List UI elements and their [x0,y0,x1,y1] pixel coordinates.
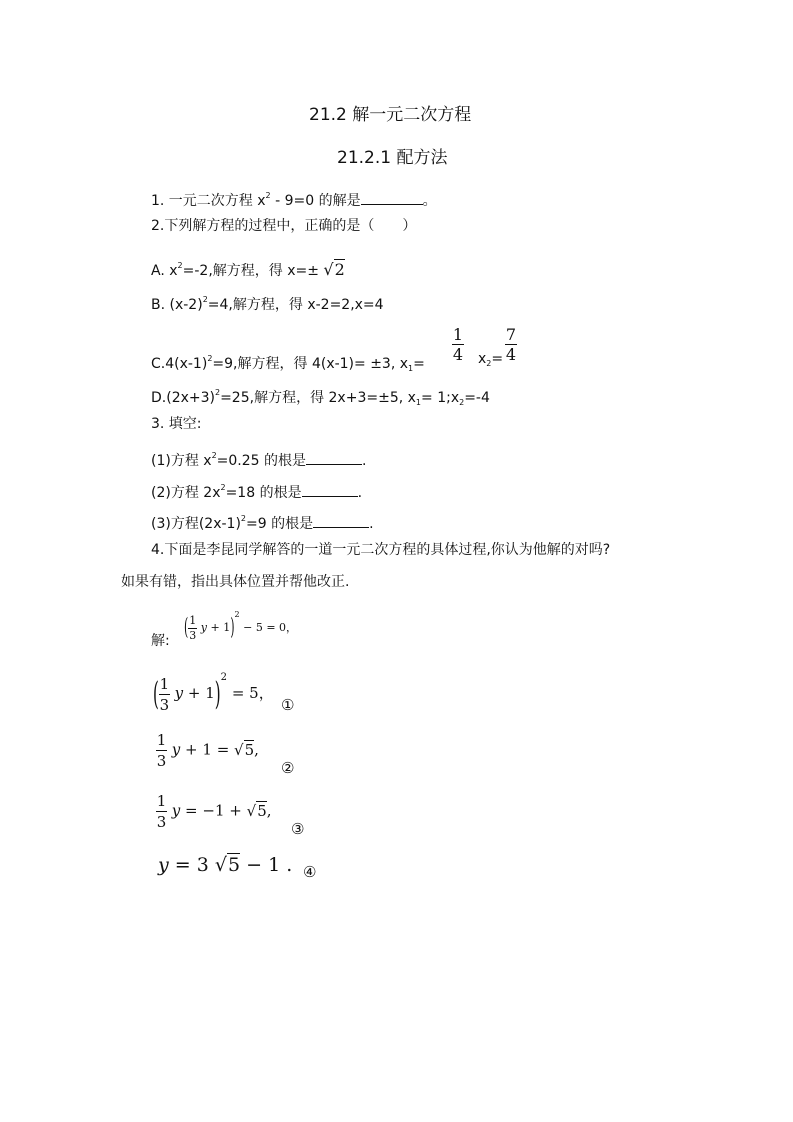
step-3-marker: ③ [291,820,305,838]
step-1-var: y [174,684,184,702]
q3-part-2 [151,479,362,502]
q3-p1-sup: 2 [211,451,217,460]
option-c-fraction-2 [505,325,517,364]
step-0-rest: − 5 = 0， [243,621,298,634]
step-0-den: 3 [189,628,197,642]
step-1-num: 1 [159,674,170,693]
q3-p3-answer-blank[interactable] [313,513,369,528]
step-2-den: 3 [156,752,167,770]
step-3-var: y [171,801,181,820]
step-2-num: 1 [156,731,167,749]
step-2-fraction [156,730,167,771]
step-0-exp: 2 [234,610,240,619]
option-d-sub2: 2 [459,398,465,407]
step-1-lparen: ( [153,675,159,713]
step-3-sqrt: √5 [246,801,267,820]
option-a-sqrt: √2 [323,260,345,279]
option-d-end: =-4 [464,390,490,406]
step-0-lparen: ( [184,613,189,641]
step-3-mid: = −1 + [185,801,242,820]
q3-part-1 [151,447,366,470]
step-2-equation [156,730,259,771]
step-1-den: 3 [159,695,170,714]
option-b-sup: 2 [202,295,208,304]
option-c-f2-num: 7 [505,325,517,344]
q3-p1-prefix: (1)方程 x [151,453,212,469]
step-4-var: y [158,854,169,876]
sub-title: 21.2.1 配方法 [337,148,448,168]
step-3-radicand: 5 [257,801,267,820]
option-b-prefix: B. (x-2) [151,297,203,313]
option-d-text: =25,解方程，得 2x+3=±5, x [220,390,416,406]
q3-p2-end: . [357,485,363,501]
step-1-equation [153,668,274,715]
step-4-mid: = 3 [174,854,209,876]
option-c-fraction-1 [452,325,464,364]
step-1-plus: + 1 [187,684,215,702]
option-a-prefix: A. x [151,263,178,279]
option-c-f2-den: 4 [505,345,517,364]
step-1-fraction [159,674,170,715]
option-c-text: =9,解方程，得 4(x-1)= ±3, x [212,356,409,372]
option-c-f1-den: 4 [452,345,464,364]
option-a-sup: 2 [177,261,183,270]
q3-p2-text: =18 的根是 [225,485,302,501]
option-a-radicand: 2 [334,260,345,279]
step-0-rparen: ) [230,613,235,641]
option-b [151,291,384,314]
q3-p1-answer-blank[interactable] [306,450,362,465]
step-3-fraction [156,791,167,832]
step-2-var: y [171,740,181,759]
step-1-marker: ① [281,696,295,714]
step-2-radicand: 5 [244,740,255,759]
question-3-stem: 3. 填空: [151,416,202,432]
q3-p1-end: . [362,453,367,469]
step-1-rparen: ) [214,675,221,713]
option-c-sub1: 1 [408,364,414,373]
option-c-eq2: = [491,351,504,367]
step-3-den: 3 [156,813,167,831]
option-c-sup: 2 [207,354,213,363]
step-3-equation [156,791,272,832]
option-d-sup: 2 [214,388,221,397]
option-d-sub1: 1 [415,398,422,407]
q1-mid: - 9=0 的解是 [270,193,361,209]
step-4-marker: ④ [303,863,317,881]
q3-p2-prefix: (2)方程 2x [151,485,221,501]
q3-p3-prefix: (3)方程(2x-1) [151,516,241,532]
option-a [151,257,345,280]
step-2-mid: + 1 = [185,740,230,759]
question-4-line-1: 4.下面是李昆同学解答的一道一元二次方程的具体过程,你认为他解的对吗? [151,542,611,558]
step-1-rest: = 5， [231,684,274,702]
q1-sup: 2 [265,191,271,200]
step-1-exp: 2 [220,672,228,683]
step-3-end: , [266,801,272,820]
q1-prefix: 1. 一元二次方程 x [151,193,266,209]
step-4-end: − 1 . [246,854,293,876]
step-0-equation [184,608,297,643]
q3-p2-answer-blank[interactable] [302,482,358,497]
option-c-sub2: 2 [486,359,492,368]
option-d-mid: = 1;x [421,390,460,406]
question-4-line-2: 如果有错，指出具体位置并帮他改正. [121,574,350,590]
option-c-prefix: C.4(x-1) [151,356,208,372]
option-d [151,384,490,412]
option-c-f1-num: 1 [452,325,464,344]
step-3-num: 1 [156,792,167,810]
step-0-var: y [200,621,208,634]
step-2-sqrt: √5 [234,740,255,759]
option-c-eq1: = [413,356,425,372]
q3-p2-sup: 2 [220,483,226,492]
q3-p1-text: =0.25 的根是 [216,453,307,469]
q3-p3-sup: 2 [240,514,246,523]
option-c-sep: x [478,351,487,367]
step-0-plus: + 1 [210,621,231,634]
step-2-marker: ② [281,759,295,777]
step-0-fraction [188,614,197,643]
step-4-sqrt: √5 [214,854,241,876]
option-d-prefix: D.(2x+3) [151,390,215,406]
solution-label: 解: [151,633,170,649]
question-2-stem: 2.下列解方程的过程中，正确的是（ ） [151,218,417,234]
step-2-end: , [254,740,259,759]
q1-suffix: 。 [422,193,437,209]
option-c-x2 [478,350,503,373]
question-1 [151,187,437,210]
step-4-equation [158,853,292,877]
q1-answer-blank[interactable] [361,190,423,205]
main-title: 21.2 解一元二次方程 [309,105,472,125]
q3-p3-text: =9 的根是 [246,516,314,532]
option-a-text: =-2,解方程，得 x=± [182,263,319,279]
q3-p3-end: . [369,516,374,532]
option-b-text: =4,解方程，得 x-2=2,x=4 [207,297,384,313]
q3-part-3 [151,510,374,533]
option-c [151,350,425,378]
step-0-num: 1 [189,613,197,627]
step-4-radicand: 5 [228,854,241,876]
